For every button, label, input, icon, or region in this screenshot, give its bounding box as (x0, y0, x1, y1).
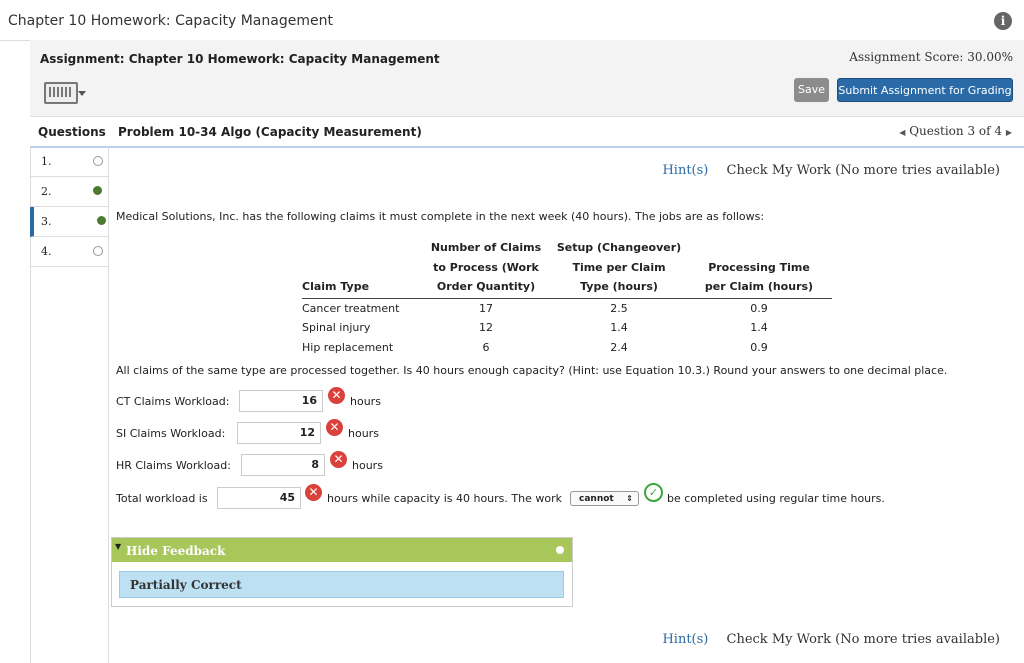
prev-question-icon[interactable]: ◀ (899, 128, 906, 137)
total-workload-label: Total workload is (116, 492, 208, 505)
status-empty-icon (93, 156, 103, 166)
cell-processing: 0.9 (750, 301, 768, 315)
correct-icon: ✓ (644, 483, 663, 502)
header-processing-time: Processing Time per Claim (hours) (686, 238, 832, 298)
cell-setup: 2.5 (610, 301, 628, 315)
check-my-work-link[interactable]: Check My Work (No more tries available) (726, 632, 1000, 647)
status-empty-icon (93, 246, 103, 256)
question-number: 2. (41, 185, 52, 198)
feedback-result-text: Partially Correct (130, 578, 242, 592)
cell-claim-type: Hip replacement (302, 340, 394, 354)
header-claim-type: Claim Type (302, 238, 420, 298)
ct-unit: hours (350, 395, 381, 408)
si-workload-input[interactable]: 12 (237, 422, 321, 444)
question-list-item[interactable] (30, 147, 108, 177)
cell-processing: 0.9 (750, 340, 768, 354)
header-num-claims: Number of Claims to Process (Work Order Quantity) (420, 238, 552, 298)
hint-link[interactable]: Hint(s) (662, 632, 709, 647)
status-complete-icon (93, 186, 102, 195)
table-row (302, 338, 832, 358)
hide-feedback-toggle[interactable]: Hide Feedback (126, 544, 226, 558)
question-number: 1. (41, 155, 52, 168)
question-number: 4. (41, 245, 52, 258)
work-completion-select[interactable] (570, 491, 639, 506)
feedback-header[interactable] (112, 538, 572, 562)
keyboard-icon[interactable] (44, 82, 78, 104)
window-title: Chapter 10 Homework: Capacity Management (8, 13, 333, 29)
table-row (302, 298, 832, 318)
question-number: 3. (41, 215, 52, 228)
question-list-item[interactable] (30, 177, 108, 207)
header-setup-time: Setup (Changeover) Time per Claim Type (hours) (552, 238, 686, 298)
feedback-result (119, 571, 564, 598)
cell-processing: 1.4 (750, 321, 768, 334)
hint-link[interactable]: Hint(s) (662, 163, 709, 178)
chevron-down-icon[interactable] (78, 91, 86, 96)
problem-intro: Medical Solutions, Inc. has the following claims it must complete in the next week (40 hours). The jobs are as follows: (116, 210, 765, 223)
assignment-header (30, 40, 1024, 117)
si-workload-label: SI Claims Workload: (116, 427, 226, 440)
question-list (30, 147, 108, 267)
cell-setup: 1.4 (610, 321, 628, 334)
hint-bar-top (662, 163, 1000, 178)
question-text: All claims of the same type are processed together. Is 40 hours enough capacity? (Hint: use Equation 10.3.) Round your answers to one decimal place. (116, 364, 948, 377)
questions-label: Questions (38, 125, 106, 139)
incorrect-icon: ✕ (330, 451, 347, 468)
hint-bar-bottom (662, 632, 1000, 647)
problem-title: Problem 10-34 Algo (Capacity Measurement) (118, 125, 422, 139)
question-position: Question 3 of 4 (909, 124, 1003, 138)
save-button[interactable]: Save (794, 78, 829, 102)
select-value: cannot (579, 494, 614, 504)
feedback-status-icon (556, 546, 564, 554)
si-unit: hours (348, 427, 379, 440)
total-mid-text: hours while capacity is 40 hours. The work (327, 492, 562, 505)
table-row (302, 318, 832, 338)
hr-workload-label: HR Claims Workload: (116, 459, 231, 472)
question-list-item[interactable] (30, 237, 108, 267)
select-arrows-icon: ⇕ (626, 494, 633, 503)
hr-unit: hours (352, 459, 383, 472)
claims-table (302, 238, 832, 357)
cell-num-claims: 17 (479, 301, 493, 315)
next-question-icon[interactable]: ▶ (1005, 128, 1012, 137)
question-nav (899, 124, 1012, 138)
assignment-score: Assignment Score: 30.00% (849, 50, 1013, 64)
incorrect-icon: ✕ (305, 484, 322, 501)
submit-assignment-button[interactable]: Submit Assignment for Grading (837, 78, 1013, 102)
info-icon[interactable]: i (994, 12, 1012, 30)
title-bar (0, 0, 1024, 41)
question-list-item-active[interactable] (30, 207, 108, 237)
content-divider (108, 147, 109, 663)
cell-setup: 2.4 (610, 340, 628, 354)
ct-workload-input[interactable]: 16 (239, 390, 323, 412)
collapse-triangle-icon: ▼ (115, 542, 122, 551)
table-header-row (302, 238, 832, 298)
cell-num-claims: 6 (482, 340, 490, 354)
cell-claim-type: Cancer treatment (302, 301, 400, 315)
incorrect-icon: ✕ (326, 419, 343, 436)
cell-claim-type: Spinal injury (302, 321, 371, 334)
total-workload-input[interactable]: 45 (217, 487, 301, 509)
incorrect-icon: ✕ (328, 387, 345, 404)
ct-workload-label: CT Claims Workload: (116, 395, 230, 408)
hr-workload-input[interactable]: 8 (241, 454, 325, 476)
question-header (30, 116, 1024, 148)
total-end-text: be completed using regular time hours. (667, 492, 885, 505)
check-my-work-link[interactable]: Check My Work (No more tries available) (726, 163, 1000, 178)
feedback-panel (111, 537, 573, 607)
assignment-title: Assignment: Chapter 10 Homework: Capacity Management (40, 52, 440, 66)
cell-num-claims: 12 (479, 321, 493, 334)
status-complete-icon (97, 216, 106, 225)
